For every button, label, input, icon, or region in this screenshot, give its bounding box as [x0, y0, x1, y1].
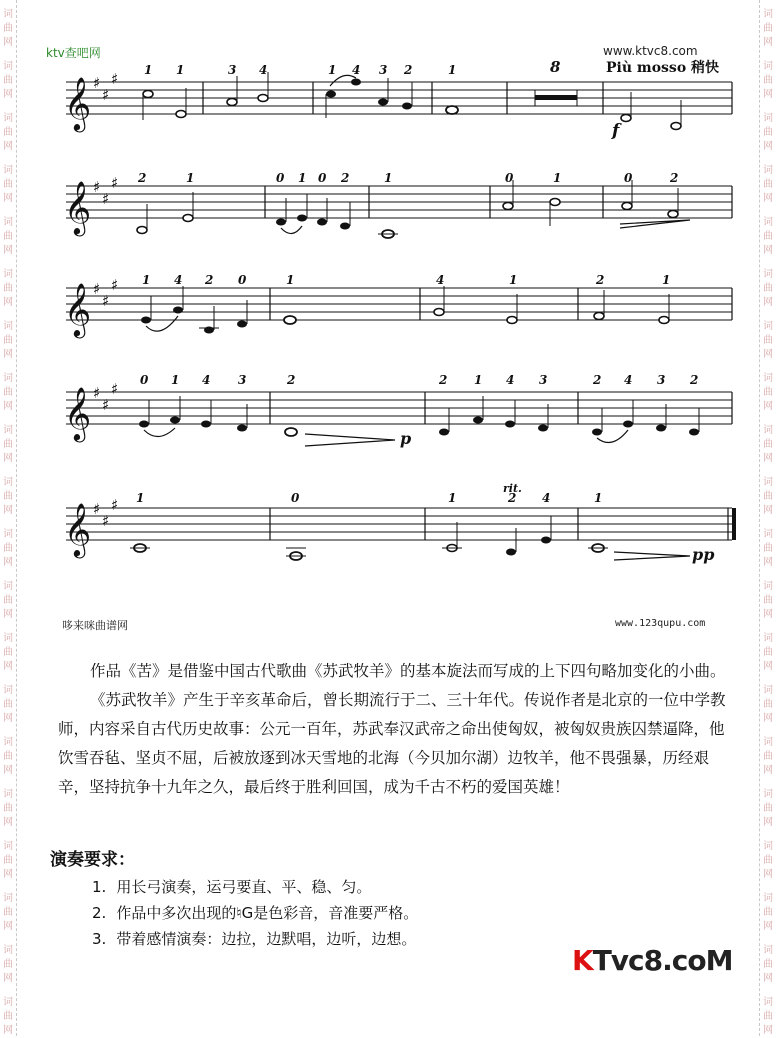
treble-clef-icon: 𝄞 — [64, 76, 92, 130]
fingering-number: 2 — [439, 373, 448, 387]
fingering-number: 4 — [624, 373, 633, 387]
fingering-number: 4 — [436, 273, 445, 287]
svg-text:♯: ♯ — [102, 86, 110, 104]
watermark-text: 词 曲 网 — [3, 61, 13, 100]
requirement-item — [92, 926, 418, 952]
requirements-list — [92, 874, 418, 952]
fingering-number: 1 — [286, 273, 295, 287]
fingering-number: 1 — [448, 63, 457, 77]
fingering-number: 2 — [287, 373, 296, 387]
svg-text:♯: ♯ — [102, 512, 110, 530]
watermark-text: 词 曲 网 — [3, 789, 13, 828]
requirement-text: 作品中多次出现的♮G是色彩音，音准要严格。 — [116, 904, 419, 922]
watermark-text: 词 曲 网 — [3, 269, 13, 308]
tempo-marking: Più mosso 稍快 — [606, 60, 720, 76]
svg-text:♯: ♯ — [102, 190, 110, 208]
watermark-text: 词 曲 网 — [763, 685, 773, 724]
fingering-number: 4 — [506, 373, 515, 387]
fingering-number: 1 — [474, 373, 483, 387]
svg-text:♯: ♯ — [111, 174, 119, 192]
fingering-number: 2 — [596, 273, 605, 287]
watermark-text: 词 曲 网 — [763, 841, 773, 880]
fingering-number: 1 — [509, 273, 518, 287]
svg-text:♯: ♯ — [93, 500, 101, 518]
fingering-number: 0 — [291, 491, 300, 505]
fingering-number: 4 — [542, 491, 551, 505]
fingering-number: 1 — [662, 273, 671, 287]
svg-text:♯: ♯ — [111, 70, 119, 88]
clefs-and-keys — [64, 70, 118, 558]
site-name-top-left: ktv查吧网 — [46, 46, 101, 60]
svg-text:♯: ♯ — [93, 280, 101, 298]
svg-text:♯: ♯ — [111, 496, 119, 514]
staff-lines — [66, 82, 732, 540]
fingering-number: 0 — [318, 171, 327, 185]
key-signature-sharps — [93, 70, 118, 530]
requirement-number: 1. — [92, 878, 107, 896]
watermark-text: 词 曲 网 — [3, 893, 13, 932]
requirement-text: 带着感情演奏：边拉，边默唱，边听，边想。 — [116, 930, 417, 948]
fingering-number: 2 — [593, 373, 602, 387]
watermark-text: 词 曲 网 — [763, 373, 773, 412]
watermark-text: 词 曲 网 — [3, 165, 13, 204]
watermark-text: 词 曲 网 — [763, 9, 773, 48]
slurs-and-hairpins — [144, 75, 690, 560]
watermark-text: 词 曲 网 — [763, 737, 773, 776]
fingering-number: 2 — [690, 373, 699, 387]
note-heads — [130, 72, 699, 560]
watermark-text: 词 曲 网 — [3, 373, 13, 412]
fingering-number: 3 — [228, 63, 237, 77]
svg-text:♯: ♯ — [111, 276, 119, 294]
fingering-number: 2 — [341, 171, 350, 185]
barlines — [203, 82, 732, 540]
fingering-number: 0 — [238, 273, 247, 287]
fingering-number: 4 — [202, 373, 211, 387]
staff-row-1 — [66, 82, 732, 114]
fingering-number: 4 — [352, 63, 361, 77]
fingering-number: 0 — [624, 171, 633, 185]
watermark-text: 词 曲 网 — [3, 425, 13, 464]
requirement-number: 2. — [92, 904, 107, 922]
article-paragraph-1: 作品《苦》是借鉴中国古代歌曲《苏武牧羊》的基本旋法而写成的上下四句略加变化的小曲。 — [90, 662, 726, 680]
fingering-number: 2 — [508, 491, 517, 505]
fingering-number: 0 — [276, 171, 285, 185]
svg-text:♯: ♯ — [93, 384, 101, 402]
requirement-item — [92, 874, 418, 900]
watermark-text: 词 曲 网 — [3, 997, 13, 1036]
fingering-number: 1 — [298, 171, 307, 185]
dynamic-forte: f — [612, 121, 620, 141]
fingering-number: 3 — [379, 63, 388, 77]
treble-clef-icon: 𝄞 — [64, 282, 92, 336]
watermark-text: 词 曲 网 — [3, 945, 13, 984]
watermark-text: 词 曲 网 — [3, 217, 13, 256]
rest-measure-count: 8 — [550, 58, 561, 76]
requirements-title: 演奏要求： — [50, 850, 135, 870]
watermark-text: 词 曲 网 — [3, 113, 13, 152]
treble-clef-icon: 𝄞 — [64, 386, 92, 440]
fingering-number: 1 — [553, 171, 562, 185]
watermark-text: 词 曲 网 — [3, 685, 13, 724]
article-body — [58, 657, 738, 802]
requirement-number: 3. — [92, 930, 107, 948]
svg-text:♯: ♯ — [111, 380, 119, 398]
watermark-text: 词 曲 网 — [763, 997, 773, 1036]
watermark-text: 词 曲 网 — [763, 425, 773, 464]
fingering-number: 0 — [140, 373, 149, 387]
final-barline — [732, 508, 736, 540]
watermark-text: 词 曲 网 — [763, 477, 773, 516]
watermark-text: 词 曲 网 — [763, 529, 773, 568]
source-credit-left: 哆来咪曲谱网 — [62, 619, 128, 632]
fingering-number: 2 — [205, 273, 214, 287]
watermark-text: 词 曲 网 — [763, 945, 773, 984]
staff-row-5 — [66, 508, 732, 540]
ktvc8-logo: KTvc8.coM — [572, 944, 733, 977]
fingering-number: 2 — [670, 171, 679, 185]
article-paragraph-2: 《苏武牧羊》产生于辛亥革命后，曾长期流行于二、三十年代。传说作者是北京的一位中学教师，内容采自古代历史故事：公元一百年，苏武奉汉武帝之命出使匈奴，被匈奴贵族囚禁逼降，他饮雪吞毡、坚贞不屈，后被放逐到冰天雪地的北海（今贝加尔湖）边牧羊，他不畏强暴，历经艰辛，坚持抗争十九年之久，最后终于胜利回国，成为千古不朽的爱国英雄！ — [58, 691, 726, 796]
watermark-text: 词 曲 网 — [3, 737, 13, 776]
svg-text:♯: ♯ — [93, 178, 101, 196]
watermark-text: 词 曲 网 — [3, 477, 13, 516]
watermark-text: 词 曲 网 — [763, 165, 773, 204]
fingering-number: 0 — [505, 171, 514, 185]
fingering-number: 3 — [539, 373, 548, 387]
fingering-number: 1 — [142, 273, 151, 287]
watermark-text: 词 曲 网 — [3, 321, 13, 360]
watermark-text: 词 曲 网 — [3, 581, 13, 620]
fingering-number: 2 — [404, 63, 413, 77]
fingering-number: 1 — [448, 491, 457, 505]
treble-clef-icon: 𝄞 — [64, 502, 92, 556]
staff-row-3 — [66, 288, 732, 320]
fingering-number: 2 — [138, 171, 147, 185]
fingering-number: 1 — [384, 171, 393, 185]
fingering-number: 3 — [238, 373, 247, 387]
watermark-text: 词 曲 网 — [763, 789, 773, 828]
watermark-text: 词 曲 网 — [763, 217, 773, 256]
watermark-text: 词 曲 网 — [3, 9, 13, 48]
fingering-number: 1 — [186, 171, 195, 185]
watermark-text: 词 曲 网 — [763, 321, 773, 360]
watermark-text: 词 曲 网 — [3, 633, 13, 672]
treble-clef-icon: 𝄞 — [64, 180, 92, 234]
watermark-text: 词 曲 网 — [3, 529, 13, 568]
requirement-item — [92, 900, 418, 926]
fingering-number: 1 — [136, 491, 145, 505]
requirement-text: 用长弓演奏，运弓要直、平、稳、匀。 — [116, 878, 372, 896]
fingering-number: 4 — [174, 273, 183, 287]
site-url-top-right: www.ktvc8.com — [603, 44, 698, 58]
fingering-number: 1 — [171, 373, 180, 387]
fingering-number: 1 — [144, 63, 153, 77]
svg-text:♯: ♯ — [102, 396, 110, 414]
fingering-number: 1 — [176, 63, 185, 77]
watermark-text: 词 曲 网 — [763, 61, 773, 100]
watermark-text: 词 曲 网 — [763, 113, 773, 152]
dynamic-piano: p — [400, 429, 412, 448]
ritardando-mark: rit. — [503, 482, 522, 495]
source-credit-right: www.123qupu.com — [615, 618, 706, 629]
watermark-text: 词 曲 网 — [763, 269, 773, 308]
watermark-text: 词 曲 网 — [763, 893, 773, 932]
dynamic-pianissimo: pp — [692, 545, 715, 564]
watermark-text: 词 曲 网 — [763, 581, 773, 620]
staff-row-4 — [66, 392, 732, 424]
fingering-number: 1 — [328, 63, 337, 77]
watermark-text: 词 曲 网 — [763, 633, 773, 672]
fingering-number: 4 — [259, 63, 268, 77]
svg-text:♯: ♯ — [102, 292, 110, 310]
fingering-number: 1 — [594, 491, 603, 505]
fingering-number: 3 — [657, 373, 666, 387]
svg-text:♯: ♯ — [93, 74, 101, 92]
watermark-text: 词 曲 网 — [3, 841, 13, 880]
